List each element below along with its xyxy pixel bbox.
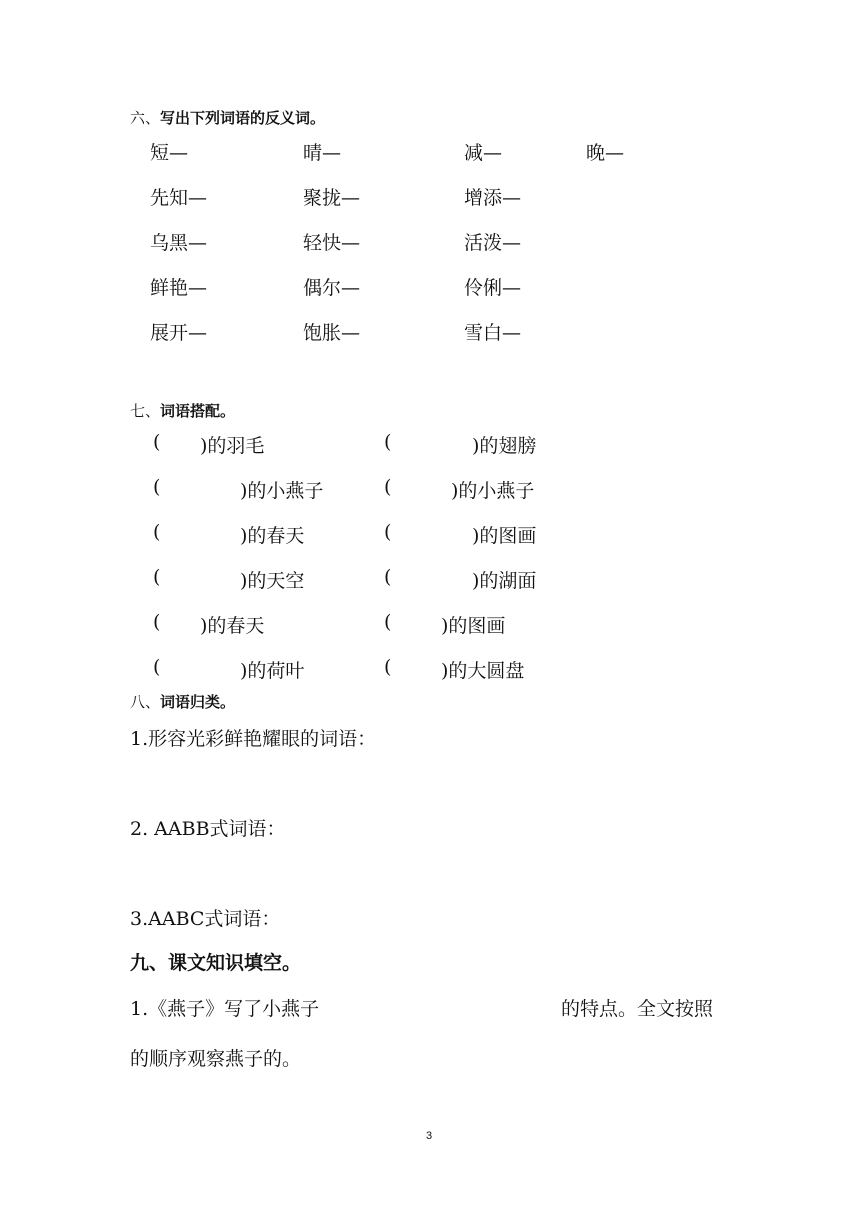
blank-open-paren: (: [384, 611, 392, 633]
blank-open-paren: (: [384, 476, 392, 498]
antonym-item: 先知—: [150, 187, 208, 209]
section-8-title: 词语归类。: [160, 693, 236, 711]
antonym-item: 鲜艳—: [150, 277, 208, 299]
blank-open-paren: (: [153, 656, 161, 678]
section-6-heading: [130, 107, 325, 128]
page-number: 3: [426, 1130, 433, 1142]
section-6-title: 写出下列词语的反义词。: [160, 109, 326, 127]
collocation-item: )的小燕子: [451, 480, 535, 502]
section-6-number: 六、: [130, 109, 161, 127]
collocation-item: )的小燕子: [240, 480, 324, 502]
category-question: 3.AABC式词语：: [130, 908, 281, 930]
collocation-item: )的荷叶: [240, 660, 305, 682]
section-7-title: 词语搭配。: [160, 402, 236, 420]
antonym-item: 展开—: [150, 322, 208, 344]
antonym-item: 饱胀—: [303, 322, 361, 344]
collocation-item: )的春天: [200, 615, 265, 637]
antonym-item: 短—: [150, 142, 189, 164]
blank-open-paren: (: [384, 521, 392, 543]
blank-open-paren: (: [153, 476, 161, 498]
antonym-item: 增添—: [464, 187, 522, 209]
collocation-item: )的天空: [240, 570, 305, 592]
blank-open-paren: (: [153, 611, 161, 633]
fill-question-part: 的特点。全文按照: [561, 998, 714, 1020]
antonym-item: 偶尔—: [303, 277, 361, 299]
collocation-item: )的图画: [441, 615, 506, 637]
collocation-item: )的翅膀: [472, 435, 537, 457]
antonym-item: 伶俐—: [464, 277, 522, 299]
section-9-heading: 九、课文知识填空。: [130, 952, 302, 974]
fill-question-part: 的顺序观察燕子的。: [130, 1048, 302, 1070]
category-question: 2. AABB式词语：: [130, 818, 286, 840]
blank-open-paren: (: [384, 566, 392, 588]
section-7-number: 七、: [130, 402, 161, 420]
blank-open-paren: (: [153, 521, 161, 543]
antonym-item: 晴—: [303, 142, 342, 164]
antonym-item: 活泼—: [464, 232, 522, 254]
antonym-item: 轻快—: [303, 232, 361, 254]
fill-question-part: 1.《燕子》写了小燕子: [130, 998, 320, 1020]
blank-open-paren: (: [384, 656, 392, 678]
section-8-number: 八、: [130, 693, 161, 711]
collocation-item: )的春天: [240, 525, 305, 547]
section-8-heading: [130, 691, 235, 712]
antonym-item: 乌黑—: [150, 232, 208, 254]
collocation-item: )的大圆盘: [441, 660, 525, 682]
collocation-item: )的湖面: [472, 570, 537, 592]
antonym-item: 晚—: [586, 142, 625, 164]
antonym-item: 聚拢—: [303, 187, 361, 209]
antonym-item: 雪白—: [464, 322, 522, 344]
category-question: 1.形容光彩鲜艳耀眼的词语：: [130, 728, 377, 750]
blank-open-paren: (: [384, 431, 392, 453]
section-7-heading: [130, 400, 235, 421]
antonym-item: 减—: [464, 142, 503, 164]
collocation-item: )的图画: [472, 525, 537, 547]
blank-open-paren: (: [153, 566, 161, 588]
blank-open-paren: (: [153, 431, 161, 453]
collocation-item: )的羽毛: [200, 435, 265, 457]
